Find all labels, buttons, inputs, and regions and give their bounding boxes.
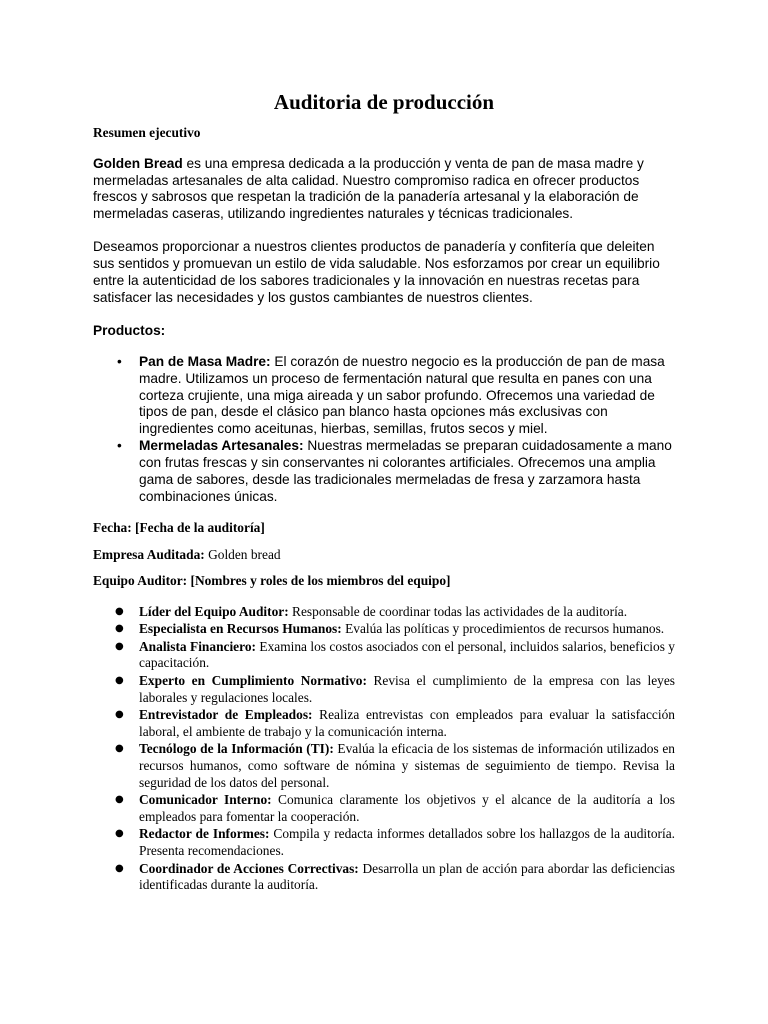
team-role: Especialista en Recursos Humanos: (139, 621, 342, 637)
team-role: Entrevistador de Empleados: (139, 707, 313, 723)
bullet-icon: ● (115, 828, 124, 840)
bullet-icon: ● (115, 794, 124, 806)
bullet-icon: ● (115, 623, 124, 635)
team-role-description: Examina los costos asociados con el personal, incluidos salarios, beneficios y capacitación. (139, 638, 676, 671)
bullet-icon: • (117, 438, 122, 454)
audit-team-heading: Equipo Auditor: [Nombres y roles de los miembros del equipo] (93, 573, 451, 589)
bullet-icon: ● (115, 743, 124, 755)
audit-date: Fecha: [Fecha de la auditoría] (93, 519, 265, 535)
team-member-item (115, 860, 675, 894)
brand-name: Golden Bread (93, 155, 183, 171)
team-member-item (115, 603, 675, 621)
team-role: Tecnólogo de la Información (TI): (139, 741, 334, 757)
team-role-description: Desarrolla un plan de acción para abordar las deficiencias identificadas durante la auditoría. (139, 860, 675, 893)
team-member-item (115, 792, 675, 825)
bullet-icon: ● (115, 709, 124, 721)
products-list (93, 354, 675, 506)
audit-team-list (93, 604, 675, 894)
team-member-item (115, 741, 675, 791)
bullet-icon: ● (115, 675, 124, 687)
team-role-description: Evalúa las políticas y procedimientos de recursos humanos. (341, 621, 665, 637)
product-description: Nuestras mermeladas se preparan cuidadosamente a mano con frutas frescas y sin conservantes ni colorantes artificiales. Ofrecemos una amplia gama de sabores, desde las tradicionales mermeladas de fresa y zarzamora hasta combinaciones únicas. (139, 438, 672, 504)
product-name: Pan de Masa Madre: (139, 353, 271, 369)
team-role: Líder del Equipo Auditor: (139, 603, 289, 619)
audited-company-value: Golden bread (204, 546, 281, 562)
section-subtitle: Resumen ejecutivo (93, 125, 201, 140)
team-role-description: Evalúa la eficacia de los sistemas de información utilizados en recursos humanos, como software de nómina y sistemas de seguimiento de tiempo. Revisa la seguridad de los datos del personal. (139, 741, 675, 790)
bullet-icon: ● (115, 605, 124, 617)
intro-text: es una empresa dedicada a la producción y venta de pan de masa madre y mermeladas artesanales de alta calidad. Nuestro compromiso radica en ofrecer productos frescos y sabrosos que respetan la tradición de la panadería artesanal y la elaboración de mermeladas caseras, utilizando ingredientes naturales y técnicas tradicionales. (93, 155, 644, 222)
audited-company (93, 547, 675, 564)
team-role-description: Compila y redacta informes detallados sobre los hallazgos de la auditoría. Presenta recomendaciones. (139, 826, 675, 858)
bullet-icon: ● (115, 862, 124, 874)
bullet-icon: • (117, 353, 122, 369)
document-title: Auditoria de producción (273, 90, 495, 114)
product-name: Mermeladas Artesanales: (139, 438, 304, 454)
team-member-item (115, 638, 676, 672)
bullet-icon: ● (115, 640, 124, 652)
team-role-description: Responsable de coordinar todas las actividades de la auditoría. (288, 603, 628, 619)
team-member-item (115, 621, 675, 638)
team-member-item (115, 707, 675, 740)
team-role-description: Comunica claramente los objetivos y el alcance de la auditoría a los empleados para fomentar la cooperación. (139, 792, 675, 824)
team-role: Analista Financiero: (139, 638, 256, 654)
team-member-item (115, 826, 675, 859)
team-role: Redactor de Informes: (139, 826, 270, 842)
products-heading: Productos: (93, 322, 166, 338)
team-role: Comunicador Interno: (139, 792, 272, 808)
intro-paragraph (93, 156, 680, 224)
product-item (117, 353, 675, 439)
audited-company-label: Empresa Auditada: (93, 546, 205, 562)
team-role: Coordinador de Acciones Correctivas: (139, 860, 359, 876)
team-role: Experto en Cumplimiento Normativo: (139, 673, 367, 689)
team-role-description: Realiza entrevistas con empleados para evaluar la satisfacción laboral, el ambiente de trabajo y la comunicación interna. (139, 707, 675, 739)
product-description: El corazón de nuestro negocio es la producción de pan de masa madre. Utilizamos un proceso de fermentación natural que resulta en panes con una corteza crujiente, una miga aireada y un sabor profundo. Ofrecemos una variedad de tipos de pan, desde el clásico pan blanco hasta opciones más exclusivas con ingredientes como aceitunas, hierbas, semillas, frutos secos y miel. (139, 353, 665, 437)
mission-paragraph: Deseamos proporcionar a nuestros clientes productos de panadería y confitería que deleiten sus sentidos y promuevan un estilo de vida saludable. Nos esforzamos por crear un equilibrio entre la autenticidad de los sabores tradicionales y la innovación en nuestras recetas para satisfacer las necesidades y los gustos cambiantes de nuestros clientes. (93, 239, 660, 305)
product-item (117, 438, 675, 506)
team-role-description: Revisa el cumplimiento de la empresa con las leyes laborales y regulaciones locales. (139, 673, 675, 705)
team-member-item (115, 673, 675, 706)
